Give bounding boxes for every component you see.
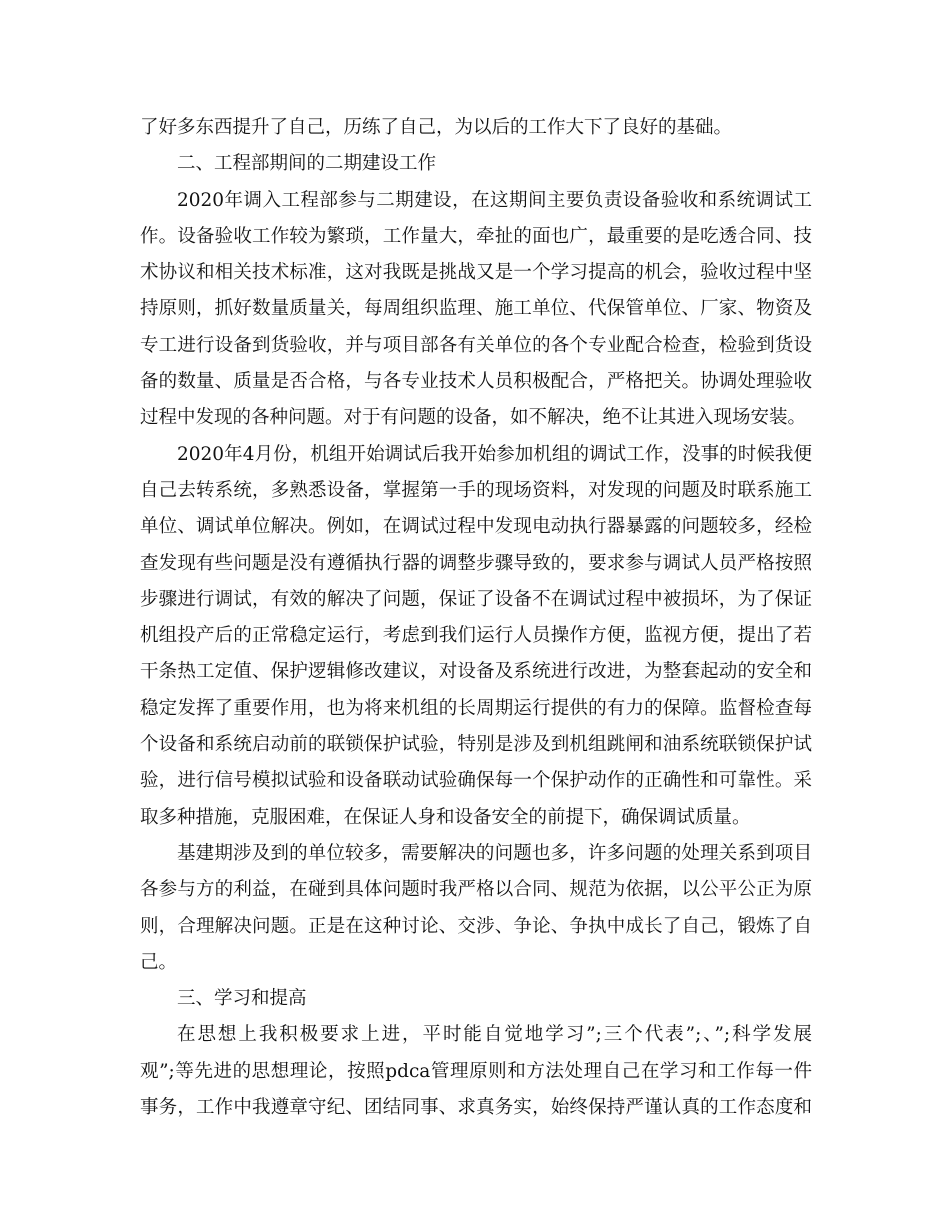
text-line-1: 了好多东西提升了自己，历练了自己，为以后的工作大下了良好的基础。 [140, 117, 733, 138]
section-heading-3: 三、学习和提高 [177, 988, 307, 1010]
paragraph-line: 作。设备验收工作较为繁琐，工作量大，牵扯的面也广，最重要的是吃透合同、技 [140, 225, 812, 247]
paragraph-line: 持原则，抓好数量质量关，每周组织监理、施工单位、代保管单位、厂家、物资及 [140, 298, 812, 320]
paragraph-line: 过程中发现的各种问题。对于有问题的设备，如不解决，绝不让其进入现场安装。 [140, 407, 807, 429]
paragraph-line: 观”;等先进的思想理论，按照pdca管理原则和方法处理自己在学习和工作每一件 [140, 1060, 812, 1082]
paragraph-line: 基建期涉及到的单位较多，需要解决的问题也多，许多问题的处理关系到项目 [177, 842, 812, 864]
paragraph-line: 干条热工定值、保护逻辑修改建议，对设备及系统进行改进，为整套起动的安全和 [140, 661, 812, 683]
paragraph-line: 专工进行设备到货验收，并与项目部各有关单位的各个专业配合检查，检验到货设 [140, 334, 812, 356]
paragraph-line: 己。 [140, 951, 178, 973]
paragraph-line: 术协议和相关技术标准，这对我既是挑战又是一个学习提高的机会，验收过程中坚 [140, 262, 812, 284]
paragraph-line: 取多种措施，克服困难，在保证人身和设备安全的前提下，确保调试质量。 [140, 806, 751, 828]
paragraph-line: 各参与方的利益，在碰到具体问题时我严格以合同、规范为依据，以公平公正为原 [140, 879, 812, 901]
paragraph-line: 事务，工作中我遵章守纪、团结同事、求真务实，始终保持严谨认真的工作态度和 [140, 1097, 812, 1119]
paragraph-line: 2020年调入工程部参与二期建设，在这期间主要负责设备验收和系统调试工 [177, 189, 812, 211]
paragraph-line: 步骤进行调试，有效的解决了问题，保证了设备不在调试过程中被损坏，为了保证 [140, 588, 812, 610]
paragraph-line: 个设备和系统启动前的联锁保护试验，特别是涉及到机组跳闸和油系统联锁保护试 [140, 734, 812, 756]
paragraph-line: 验，进行信号模拟试验和设备联动试验确保每一个保护动作的正确性和可靠性。采 [140, 770, 812, 792]
paragraph-line: 查发现有些问题是没有遵循执行器的调整步骤导致的，要求参与调试人员严格按照 [140, 552, 812, 574]
paragraph-line: 自己去转系统，多熟悉设备，掌握第一手的现场资料，对发现的问题及时联系施工 [140, 479, 812, 501]
paragraph-line: 机组投产后的正常稳定运行，考虑到我们运行人员操作方便，监视方便，提出了若 [140, 625, 812, 647]
paragraph-line: 备的数量、质量是否合格，与各专业技术人员积极配合，严格把关。协调处理验收 [140, 371, 812, 393]
paragraph-line: 在思想上我积极要求上进，平时能自觉地学习”;三个代表”;、”;科学发展 [177, 1024, 812, 1046]
paragraph-line: 2020年4月份，机组开始调试后我开始参加机组的调试工作，没事的时候我便 [177, 443, 812, 465]
paragraph-line: 则，合理解决问题。正是在这种讨论、交涉、争论、争执中成长了自己，锻炼了自 [140, 915, 812, 937]
section-heading-2: 二、工程部期间的二期建设工作 [177, 153, 437, 175]
paragraph-line: 稳定发挥了重要作用，也为将来机组的长周期运行提供的有力的保障。监督检查每 [140, 697, 812, 719]
paragraph-line: 单位、调试单位解决。例如，在调试过程中发现电动执行器暴露的问题较多，经检 [140, 516, 812, 538]
document-page [140, 110, 812, 1126]
